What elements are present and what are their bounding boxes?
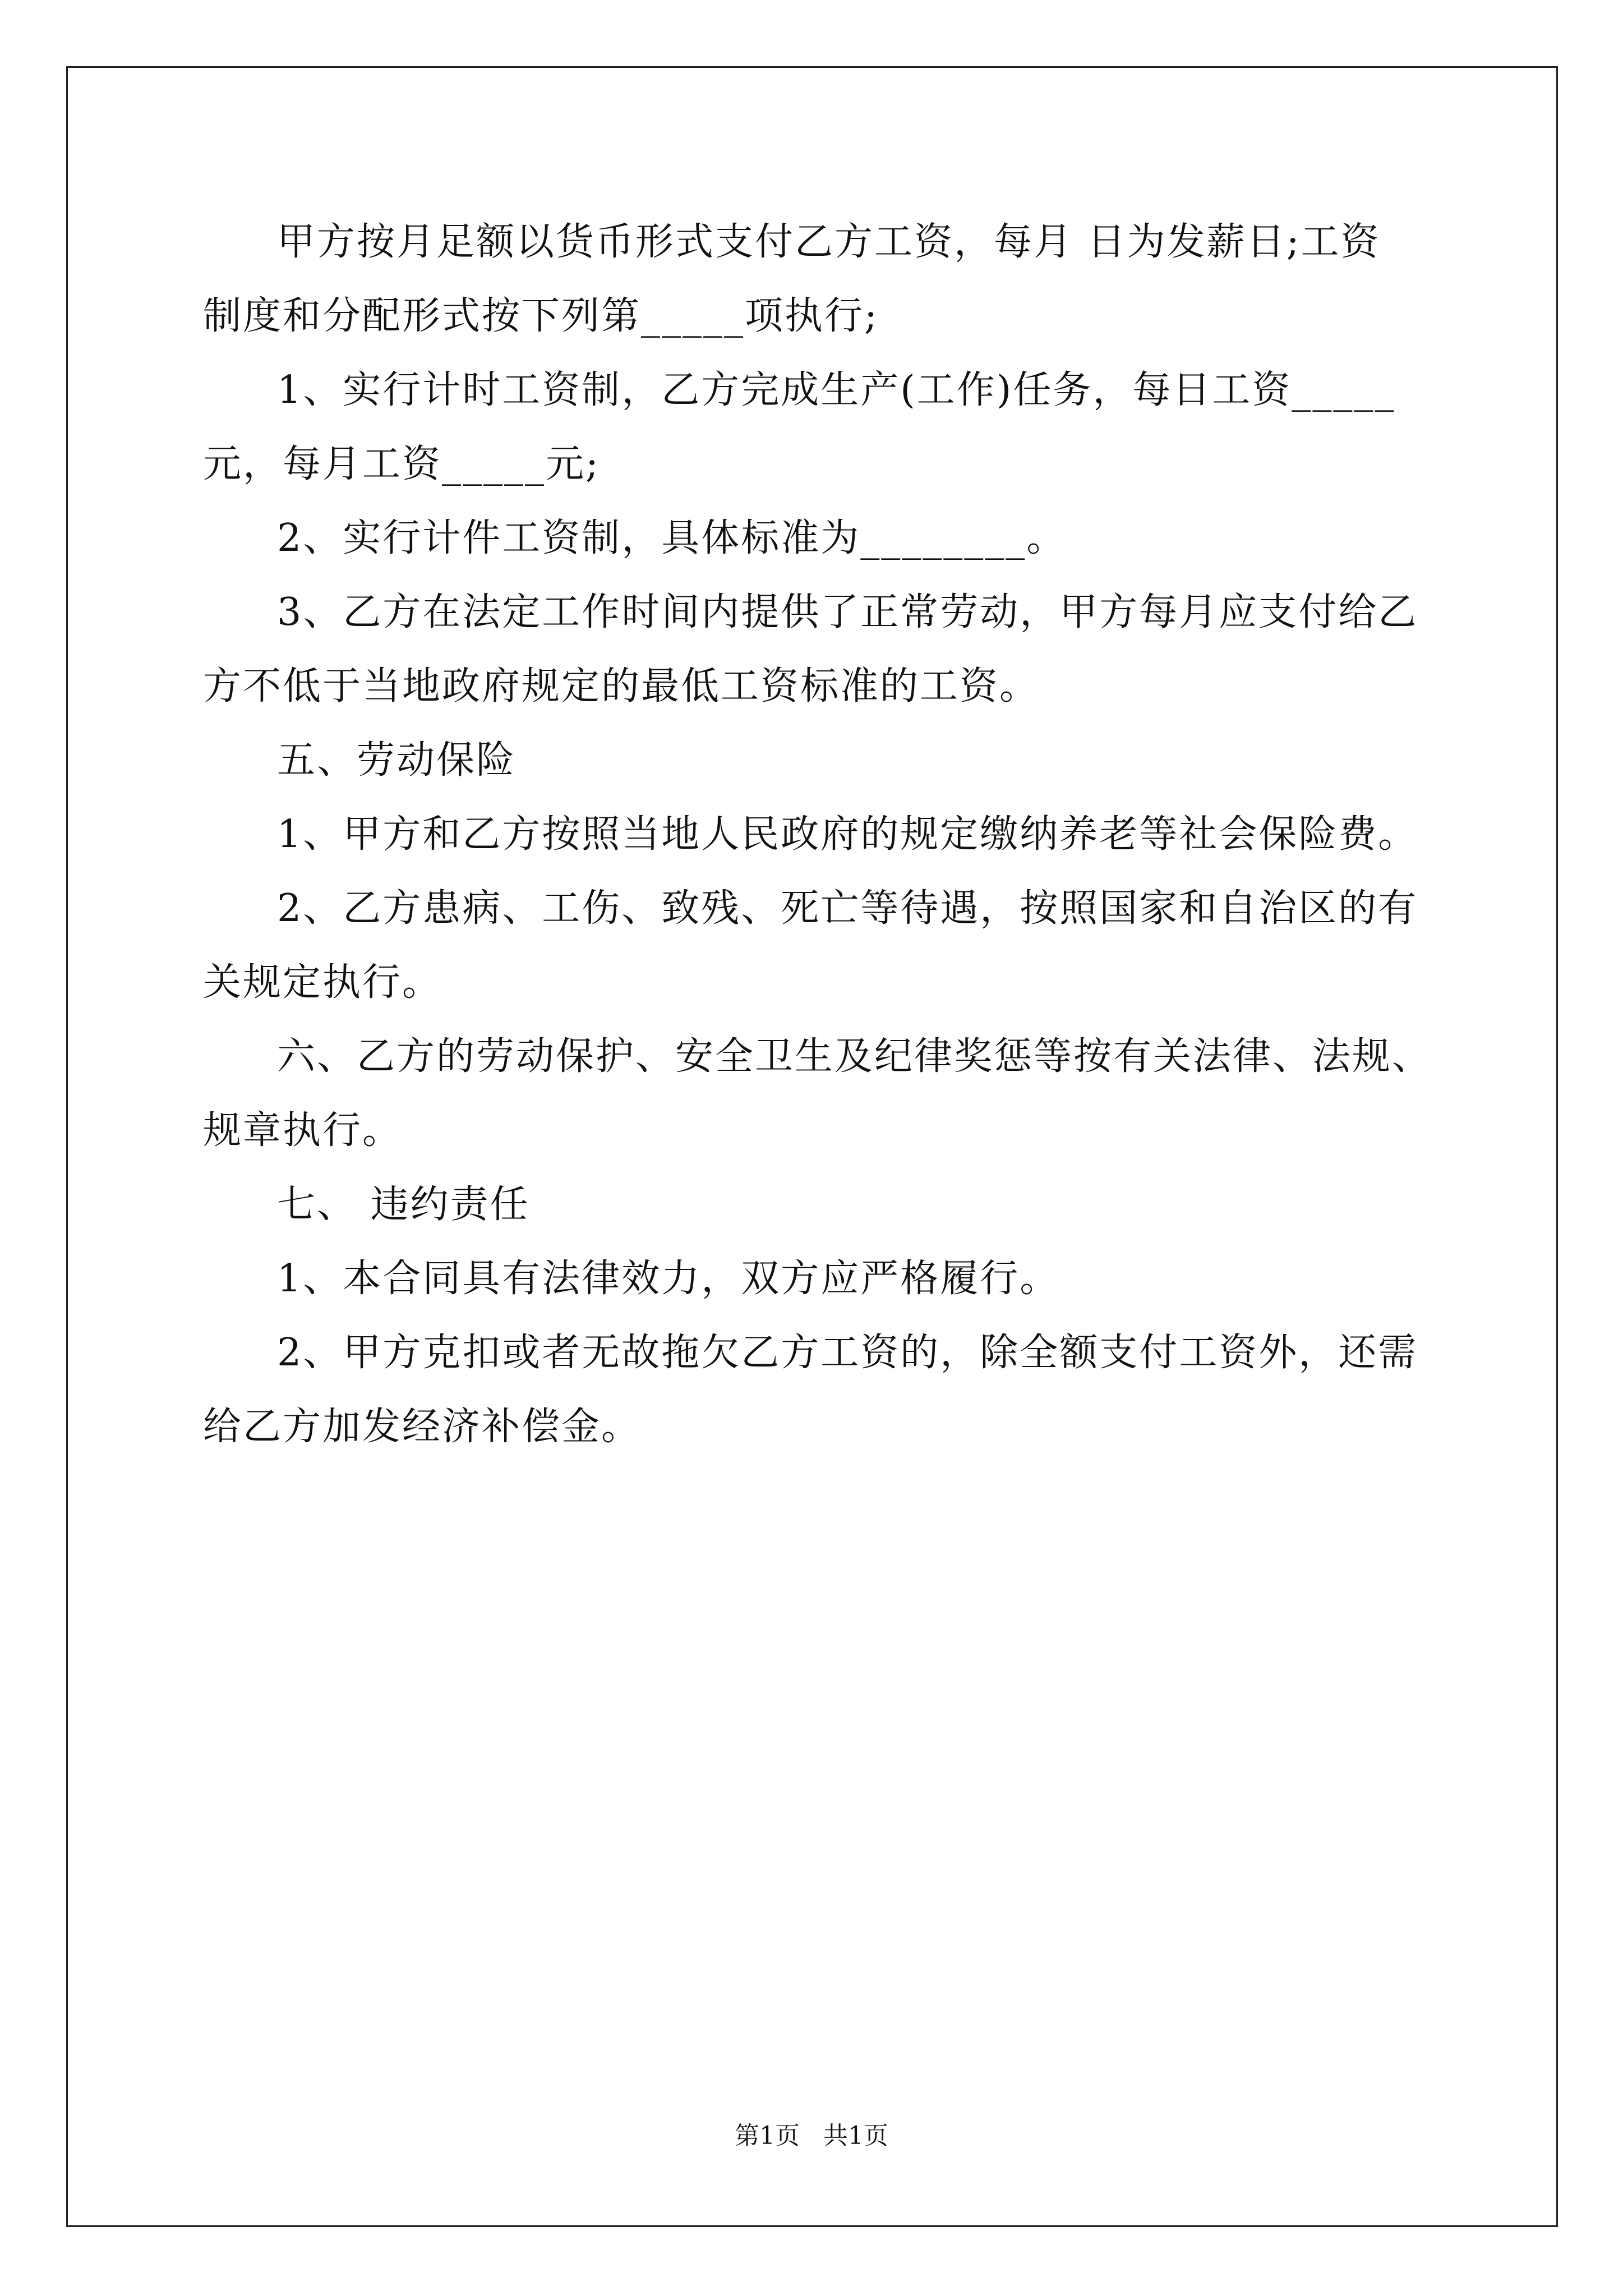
text-line-16: 2、甲方克扣或者无故拖欠乙方工资的，除全额支付工资外，还需 xyxy=(277,1331,1418,1375)
text-line-2: 制度和分配形式按下列第_____项执行; xyxy=(203,294,879,338)
section-heading-labor-insurance: 五、劳动保险 xyxy=(277,738,517,783)
text-line-4: 元，每月工资_____元; xyxy=(203,442,600,486)
text-line-10: 2、乙方患病、工伤、致残、死亡等待遇，按照国家和自治区的有 xyxy=(277,886,1418,931)
text-line-7: 方不低于当地政府规定的最低工资标准的工资。 xyxy=(203,664,1040,708)
text-line-9: 1、甲方和乙方按照当地人民政府的规定缴纳养老等社会保险费。 xyxy=(277,812,1418,857)
page-number-footer: 第1页 共1页 xyxy=(735,2122,888,2150)
text-line-6: 3、乙方在法定工作时间内提供了正常劳动，甲方每月应支付给乙 xyxy=(277,590,1418,634)
text-line-11: 关规定执行。 xyxy=(203,960,442,1005)
text-line-5: 2、实行计件工资制，具体标准为________。 xyxy=(277,516,1067,560)
text-line-17: 给乙方加发经济补偿金。 xyxy=(203,1405,642,1449)
text-line-3: 1、实行计时工资制，乙方完成生产(工作)任务，每日工资_____ xyxy=(277,368,1396,412)
text-line-12: 六、乙方的劳动保护、安全卫生及纪律奖惩等按有关法律、法规、 xyxy=(277,1034,1432,1079)
section-heading-liability: 七、 违约责任 xyxy=(277,1182,530,1227)
text-line-1: 甲方按月足额以货币形式支付乙方工资，每月 日为发薪日;工资 xyxy=(277,220,1381,264)
text-line-15: 1、本合同具有法律效力，双方应严格履行。 xyxy=(277,1257,1060,1301)
text-line-13: 规章执行。 xyxy=(203,1108,403,1153)
